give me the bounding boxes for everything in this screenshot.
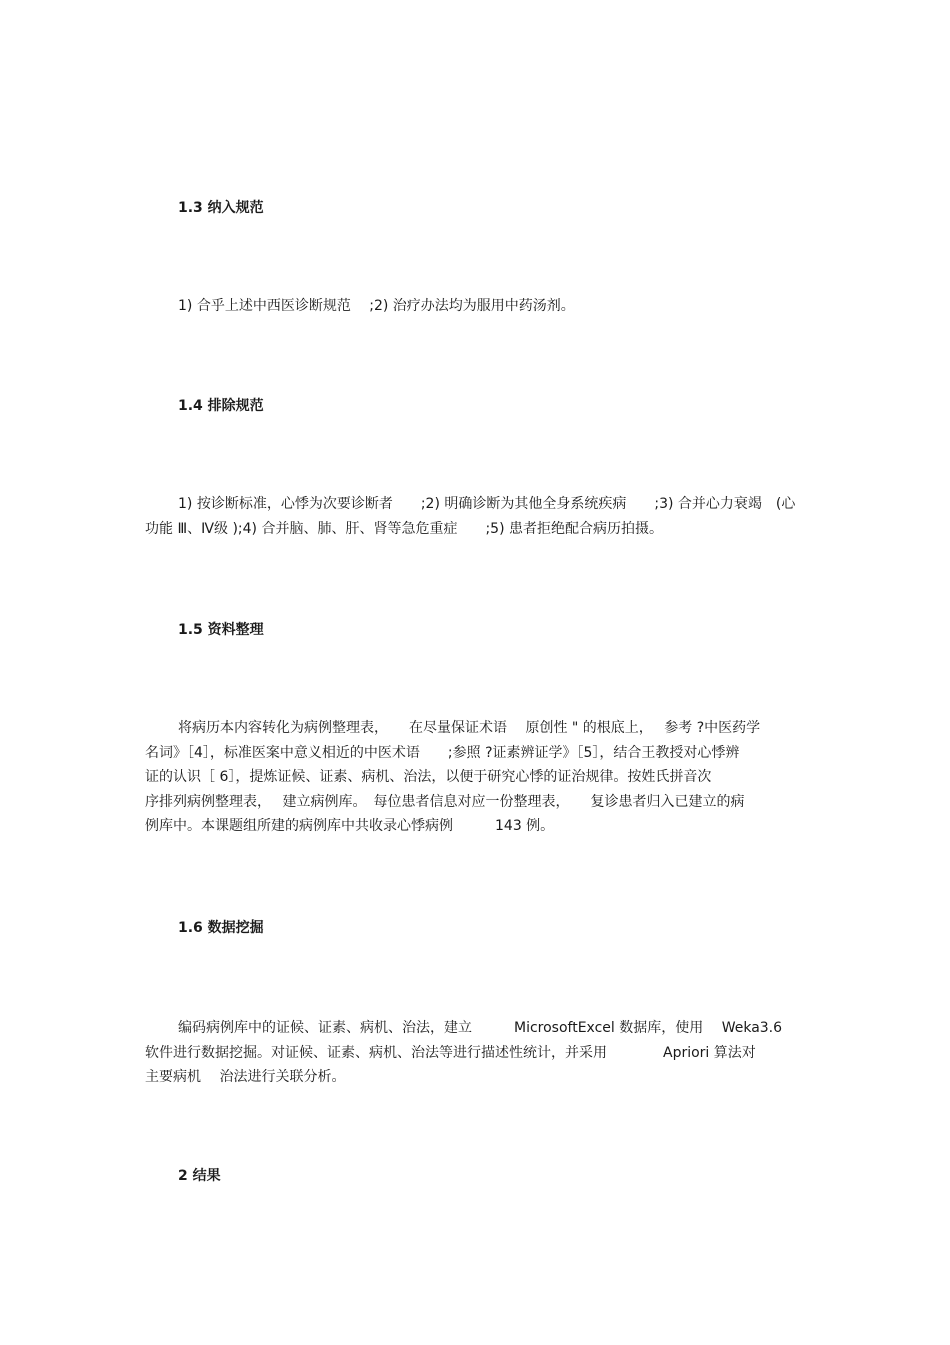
section-heading-2-results: 2 结果	[178, 1168, 221, 1184]
paragraph-line: 功能 Ⅲ、Ⅳ级 );4) 合并脑、肺、肝、肾等急危重症 ;5) 患者拒绝配合病历拍摄。	[145, 520, 664, 537]
paragraph-inclusion-criteria	[145, 294, 810, 319]
paragraph-line: 1) 按诊断标准，心悸为次要诊断者 ;2) 明确诊断为其他全身系统疾病 ;3) 合并心力衰竭 (心	[178, 496, 796, 512]
paragraph-exclusion-criteria	[145, 492, 810, 541]
paragraph-line: 1) 合乎上述中西医诊断规范 ;2) 治疗办法均为服用中药汤剂。	[178, 298, 575, 314]
section-heading-1-3: 1.3 纳入规范	[178, 200, 264, 216]
paragraph-line: 例库中。本课题组所建的病例库中共收录心悸病例 143 例。	[145, 818, 555, 834]
paragraph-line: 将病历本内容转化为病例整理表， 在尽量保证术语 原创性 " 的根底上， 参考 ?中医药学	[178, 720, 761, 736]
paragraph-data-mining	[145, 1016, 810, 1090]
paragraph-line: 主要病机 治法进行关联分析。	[145, 1069, 346, 1085]
paragraph-line: 编码病例库中的证候、证素、病机、治法，建立 MicrosoftExcel 数据库，使用 Weka3.6	[178, 1020, 783, 1036]
paragraph-line: 序排列病例整理表， 建立病例库。 每位患者信息对应一份整理表， 复诊患者归入已建立的病	[145, 793, 745, 810]
section-heading-1-6: 1.6 数据挖掘	[178, 920, 264, 936]
paragraph-data-organization	[145, 716, 810, 839]
paragraph-line: 名词》［4］，标准医案中意义相近的中医术语 ;参照 ?证素辨证学》［5］，结合王教授对心悸辨	[145, 744, 740, 761]
section-heading-1-4: 1.4 排除规范	[178, 398, 264, 414]
section-heading-1-5: 1.5 资料整理	[178, 622, 264, 638]
paragraph-line: 软件进行数据挖掘。对证候、证素、病机、治法等进行描述性统计，并采用 Apriori 算法对	[145, 1044, 756, 1061]
paragraph-line: 证的认识［ 6］，提炼证候、证素、病机、治法，以便于研究心悸的证治规律。按姓氏拼音次	[145, 769, 712, 785]
